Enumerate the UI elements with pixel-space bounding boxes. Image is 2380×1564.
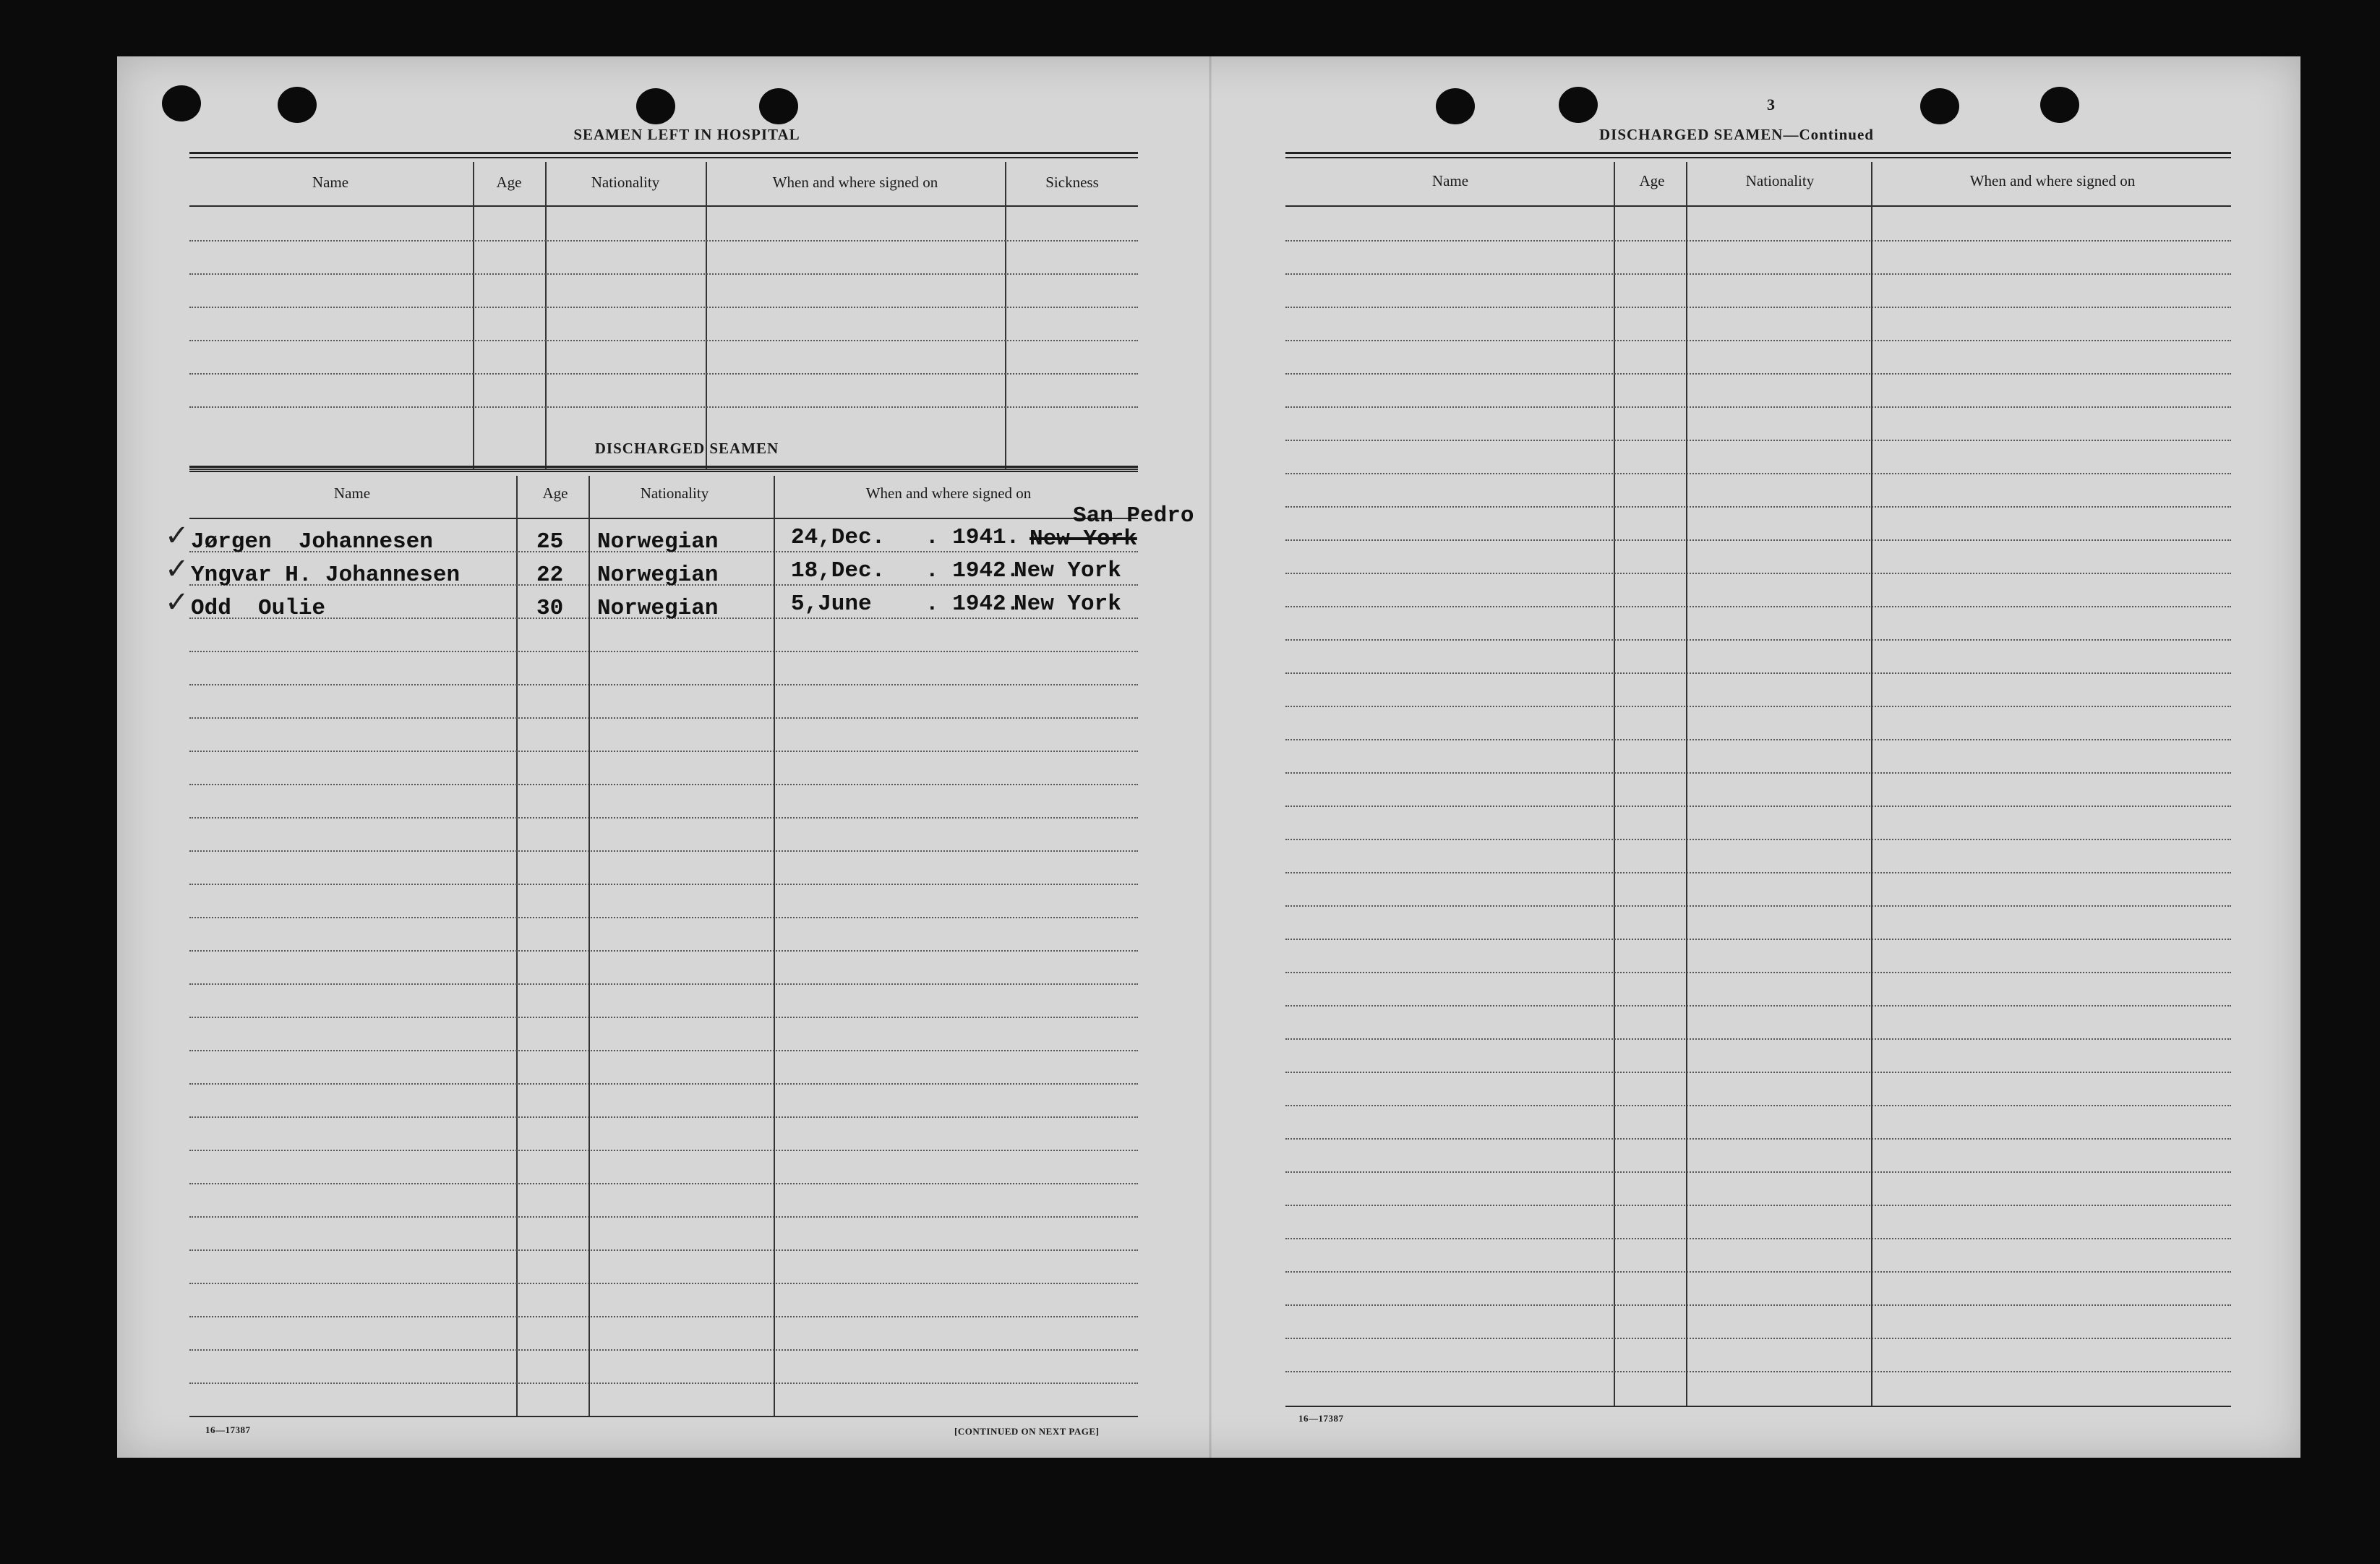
discharged-continued-title: DISCHARGED SEAMEN—Continued <box>1599 126 1874 143</box>
punch-hole <box>636 88 675 124</box>
page-number: 3 <box>1767 95 1775 114</box>
punch-hole <box>1920 88 1959 124</box>
continued-col-divider <box>1614 162 1615 1406</box>
row-rule <box>1285 573 2231 574</box>
continued-col-name: Name <box>1431 172 1469 189</box>
row-rule <box>1285 506 2231 508</box>
row-rule <box>1285 240 2231 242</box>
row-rule <box>1285 1205 2231 1206</box>
row-rule <box>1285 307 2231 308</box>
row-rule <box>189 1083 1138 1085</box>
row-rule <box>189 1249 1138 1251</box>
seaman-signed-on-date: 5,June . 1942. <box>791 591 1020 617</box>
row-rule <box>189 1183 1138 1184</box>
punch-hole <box>1559 87 1598 123</box>
row-rule <box>189 1116 1138 1118</box>
row-rule <box>1285 805 2231 807</box>
row-rule <box>1285 939 2231 940</box>
continued-col-signed-on: When and where signed on <box>1969 172 2136 189</box>
continued-header-double-rule <box>1285 152 2231 158</box>
hospital-col-divider <box>1005 162 1006 469</box>
seaman-name: Jørgen Johannesen <box>191 529 433 555</box>
row-rule <box>1285 1038 2231 1040</box>
discharged-section-title: DISCHARGED SEAMEN <box>594 440 779 457</box>
row-rule <box>1285 706 2231 707</box>
discharged-header-double-rule <box>189 466 1138 472</box>
hospital-col-divider <box>545 162 547 469</box>
hospital-col-nationality: Nationality <box>591 174 660 191</box>
row-rule <box>189 717 1138 719</box>
hospital-col-signed-on: When and where signed on <box>772 174 938 191</box>
row-rule <box>1285 373 2231 375</box>
row-rule <box>1285 772 2231 774</box>
row-rule <box>1285 872 2231 873</box>
discharged-col-divider <box>516 476 518 1416</box>
row-rule <box>1285 639 2231 641</box>
form-number: 16—17387 <box>1298 1413 1344 1424</box>
row-rule <box>1285 1005 2231 1007</box>
row-rule <box>1285 1238 2231 1239</box>
row-rule <box>189 784 1138 785</box>
row-rule <box>189 1150 1138 1151</box>
seaman-signed-on-place: New York <box>1014 591 1121 617</box>
hospital-section-title: SEAMEN LEFT IN HOSPITAL <box>573 126 800 143</box>
hospital-col-name: Name <box>312 174 349 191</box>
row-rule <box>189 751 1138 752</box>
row-rule <box>189 1017 1138 1018</box>
row-rule <box>1285 1271 2231 1273</box>
row-rule <box>189 983 1138 985</box>
seaman-nationality: Norwegian <box>597 596 719 621</box>
hospital-col-divider <box>473 162 474 469</box>
row-rule <box>1285 273 2231 275</box>
discharged-col-divider <box>588 476 590 1416</box>
row-rule <box>1285 1304 2231 1306</box>
punch-hole <box>1436 88 1475 124</box>
row-rule <box>1285 1138 2231 1140</box>
seaman-age: 30 <box>536 596 564 621</box>
punch-hole <box>162 85 201 121</box>
continued-header-rule <box>1285 205 2231 207</box>
row-rule <box>1285 739 2231 740</box>
discharged-col-name: Name <box>333 484 371 502</box>
hospital-row-rule <box>189 373 1138 375</box>
continued-col-divider <box>1686 162 1687 1406</box>
seaman-nationality: Norwegian <box>597 529 719 555</box>
seaman-signed-on-date: 18,Dec. . 1942. <box>791 558 1020 584</box>
hospital-col-divider <box>706 162 707 469</box>
row-rule <box>189 1349 1138 1351</box>
check-mark: ✓ <box>165 552 189 586</box>
hospital-row-rule <box>189 273 1138 275</box>
row-rule <box>189 917 1138 918</box>
seaman-nationality: Norwegian <box>597 563 719 588</box>
row-rule <box>1285 606 2231 607</box>
row-rule <box>1285 672 2231 674</box>
discharged-col-nationality: Nationality <box>640 484 709 502</box>
seaman-age: 22 <box>536 563 564 588</box>
seaman-signed-on-date: 24,Dec. . 1941. <box>791 525 1020 550</box>
continued-note: [CONTINUED ON NEXT PAGE] <box>954 1426 1100 1437</box>
check-mark: ✓ <box>165 519 189 552</box>
row-rule <box>1285 406 2231 408</box>
seaman-age: 25 <box>536 529 564 555</box>
seaman-name: Odd Oulie <box>191 596 326 621</box>
row-rule <box>1285 972 2231 973</box>
row-rule <box>189 1383 1138 1384</box>
row-rule <box>1285 539 2231 541</box>
row-rule <box>1285 1072 2231 1073</box>
document-sheet <box>117 56 2300 1458</box>
discharged-col-signed-on: When and where signed on <box>865 484 1032 502</box>
discharged-col-age: Age <box>542 484 568 502</box>
hospital-row-rule <box>189 307 1138 308</box>
hospital-col-age: Age <box>496 174 522 191</box>
hospital-header-rule <box>189 205 1138 207</box>
row-rule <box>1285 905 2231 907</box>
seaman-signed-on-place: New York <box>1030 526 1137 552</box>
row-rule <box>189 850 1138 852</box>
row-rule <box>189 950 1138 952</box>
hospital-row-rule <box>189 240 1138 242</box>
continued-col-nationality: Nationality <box>1745 172 1815 189</box>
punch-hole <box>2040 87 2079 123</box>
row-rule <box>1285 473 2231 474</box>
hospital-col-sickness: Sickness <box>1045 174 1099 191</box>
row-rule <box>1285 340 2231 341</box>
punch-hole <box>759 88 798 124</box>
row-rule <box>1285 839 2231 840</box>
punch-hole <box>278 87 317 123</box>
row-rule <box>189 1216 1138 1218</box>
continued-col-divider <box>1871 162 1872 1406</box>
row-rule <box>1285 1105 2231 1106</box>
row-rule <box>1285 1171 2231 1173</box>
seaman-name: Yngvar H. Johannesen <box>191 563 461 588</box>
form-number: 16—17387 <box>205 1424 251 1435</box>
row-rule <box>1285 440 2231 441</box>
continued-col-age: Age <box>1639 172 1665 189</box>
row-rule <box>189 884 1138 885</box>
discharged-col-divider <box>774 476 775 1416</box>
discharged-bottom-rule <box>189 1416 1138 1417</box>
row-rule <box>189 817 1138 819</box>
continued-bottom-rule <box>1285 1406 2231 1407</box>
center-fold <box>1209 56 1212 1458</box>
row-rule <box>189 1316 1138 1317</box>
seaman-signed-on-place-correction: San Pedro <box>1073 503 1194 529</box>
row-rule <box>189 684 1138 685</box>
hospital-row-rule <box>189 340 1138 341</box>
row-rule <box>189 651 1138 652</box>
row-rule <box>1285 1371 2231 1372</box>
hospital-header-double-rule <box>189 152 1138 158</box>
check-mark: ✓ <box>165 586 189 619</box>
row-rule <box>1285 1338 2231 1339</box>
seaman-signed-on-place: New York <box>1014 558 1121 584</box>
hospital-row-rule <box>189 406 1138 408</box>
row-rule <box>189 1283 1138 1284</box>
discharged-header-rule <box>189 518 1138 519</box>
row-rule <box>189 1050 1138 1051</box>
